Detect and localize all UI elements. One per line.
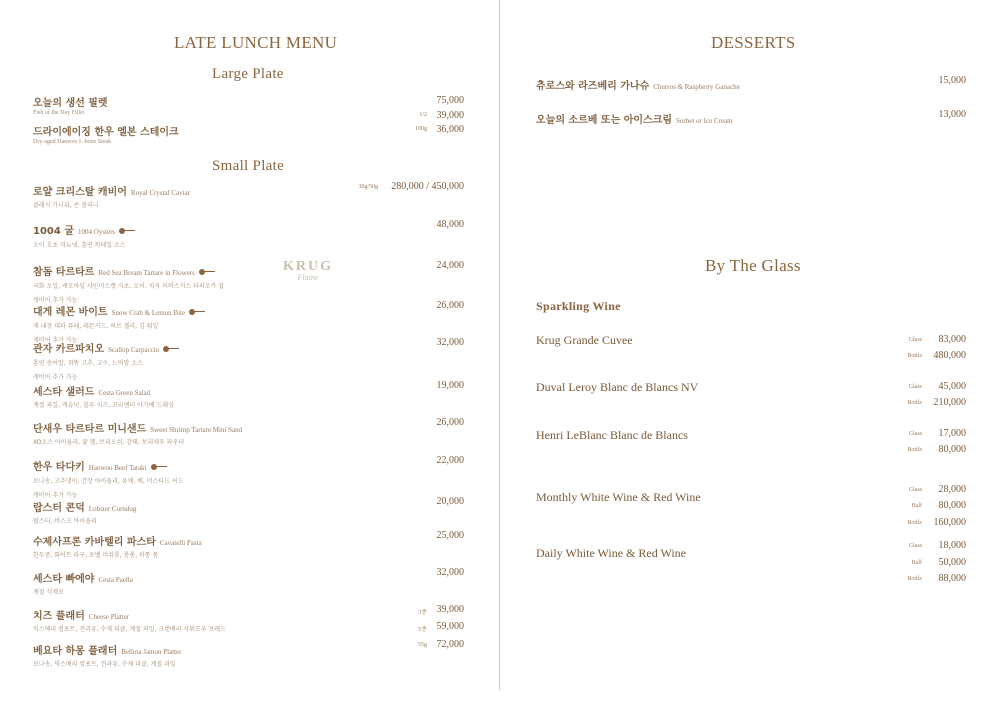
menu-item: 1004 굴 1004 Oysters 오이 호초 미뇨넷, 훈연 칵테일 소스	[33, 219, 135, 249]
wine-price: 17,000	[938, 428, 966, 439]
wine-price: 210,000	[933, 397, 966, 408]
wine-price: 80,000	[938, 444, 966, 455]
menu-price: 59,000	[436, 621, 464, 632]
wine-price: 160,000	[933, 517, 966, 528]
wine-unit: Bottle	[907, 400, 922, 406]
menu-item: 한우 타다키 Hanwoo Beef Tataki 로나송, 고추냉이, 간장 아이올리, 유채, 배, 머스타드 씨드 캐비어 추가 가능	[33, 455, 183, 499]
menu-price: 15,000	[938, 75, 966, 86]
menu-item: 츄로스와 라즈베리 가나슈 Churros & Raspberry Ganache	[536, 81, 740, 92]
menu-unit: 1/2	[419, 112, 427, 118]
caviar-spoon-icon	[119, 220, 135, 239]
krug-watermark-logo: KRUG Flaine	[283, 259, 333, 282]
menu-item: 관자 카르파치오 Scallop Carpaccio 훈연 송어알, 쥐똥 고추, 고수, 느억맘 소스 캐비어 추가 가능	[33, 337, 179, 381]
wine-unit: Glass	[908, 384, 922, 390]
wine-unit: Glass	[908, 487, 922, 493]
wine-unit: Glass	[908, 431, 922, 437]
menu-item: 오늘의 생선 필렛 Fish of the Day Fillet	[33, 98, 108, 116]
wine-price: 88,000	[938, 573, 966, 584]
wine-unit: Half	[911, 503, 922, 509]
menu-price: 24,000	[436, 260, 464, 271]
late-lunch-title: LATE LUNCH MENU	[174, 33, 338, 52]
menu-price: 39,000	[436, 604, 464, 615]
wine-price: 28,000	[938, 484, 966, 495]
menu-unit: 100g	[415, 126, 427, 132]
large-plate-heading: Large Plate	[212, 66, 284, 82]
wine-name: Daily White Wine & Red Wine	[536, 546, 687, 560]
wine-unit: Glass	[908, 337, 922, 343]
by-the-glass-title: By The Glass	[705, 256, 801, 275]
menu-price: 72,000	[436, 639, 464, 650]
menu-price: 32,000	[436, 337, 464, 348]
caviar-spoon-icon	[189, 301, 205, 320]
menu-item: 드라이에이징 한우 엘본 스테이크 Dry-aged Hanwoo L-bone Steak	[33, 127, 179, 145]
menu-item: 로얄 크리스탈 캐비어 Royal Crystal Caviar 클래식 가니쉬, 콘 블리니	[33, 187, 191, 209]
menu-item: 수제사프론 카바텔리 파스타 Cavatelli Pasta 한두중, 화이트 라구, 포벨 머쉬룸, 롱롱, 하통 품	[33, 537, 202, 559]
menu-unit: 3종	[418, 610, 427, 616]
menu-unit: 30g/50g	[358, 184, 378, 190]
small-plate-heading: Small Plate	[212, 158, 285, 174]
menu-item: 참돔 타르타르 Red Sea Bream Tartare in Flowers 국화 오일, 캐모마일 샤인머스캣 식초, 오이, 치자 히비스커스 타피오카 칩 캐비어 추가 가능	[33, 260, 224, 304]
wine-price: 18,000	[938, 540, 966, 551]
menu-price: 75,000	[436, 95, 464, 106]
menu-item: 단새우 타르타르 미니샌드 Sweet Shrimp Tartare Mini Sand XO소스 아이올리, 귤 젤, 브리오쉬, 감태, 보리새우 파우더	[33, 424, 243, 446]
menu-item: 베요타 하몽 플래터 Bellota Jamon Platter 로나송, 믹스베리 컴포트, 견과류, 수제 피클, 계절 과일	[33, 646, 182, 668]
menu-price: 39,000	[436, 110, 464, 121]
wine-price: 50,000	[938, 557, 966, 568]
wine-price: 45,000	[938, 381, 966, 392]
wine-name: Krug Grande Cuvee	[536, 333, 633, 347]
wine-unit: Bottle	[907, 576, 922, 582]
menu-price: 32,000	[436, 567, 464, 578]
menu-item: 대게 레몬 바이트 Snow Crab & Lemon Bite 게 내장 대파 퓨레, 레몬커드, 허브 젤리, 김 튀일 캐비어 추가 가능	[33, 300, 205, 344]
wine-name: Monthly White Wine & Red Wine	[536, 490, 701, 504]
menu-unit: 55g	[418, 642, 427, 648]
menu-item: 랍스터 콘덕 Lobster Corndog 랍스터, 비스크 아이올리	[33, 503, 137, 525]
menu-price: 36,000	[436, 124, 464, 135]
wine-name: Duval Leroy Blanc de Blancs NV	[536, 380, 699, 394]
wine-unit: Glass	[908, 543, 922, 549]
menu-item: 세스타 빠에야 Cesta Paella 계절 식재료	[33, 574, 133, 596]
menu-price: 22,000	[436, 455, 464, 466]
caviar-spoon-icon	[163, 338, 179, 357]
wine-unit: Half	[911, 560, 922, 566]
menu-price: 19,000	[436, 380, 464, 391]
desserts-title: DESSERTS	[711, 33, 796, 52]
menu-price: 13,000	[938, 109, 966, 120]
wine-unit: Bottle	[907, 447, 922, 453]
wine-price: 480,000	[933, 350, 966, 361]
wine-unit: Bottle	[907, 353, 922, 359]
menu-item: 오늘의 소르베 또는 아이스크림 Sorbet or Ice Cream	[536, 115, 733, 126]
page-divider	[499, 0, 500, 690]
menu-price: 26,000	[436, 417, 464, 428]
sparkling-wine-heading: Sparkling Wine	[536, 299, 621, 313]
caviar-spoon-icon	[199, 261, 215, 280]
wine-price: 80,000	[938, 500, 966, 511]
menu-unit: 5종	[418, 627, 427, 633]
wine-unit: Bottle	[907, 520, 922, 526]
menu-price: 25,000	[436, 530, 464, 541]
menu-price: 20,000	[436, 496, 464, 507]
caviar-spoon-icon	[151, 456, 167, 475]
menu-item: 세스타 샐러드 Cesta Green Salad 계절 과일, 캐슈넛, 블루 치즈, 코리앤더 아가베 드레싱	[33, 387, 174, 409]
menu-price: 280,000 / 450,000	[391, 181, 464, 192]
wine-name: Henri LeBlanc Blanc de Blancs	[536, 428, 688, 442]
menu-item: 치즈 플래터 Cheese Platter 믹스베리 컴포트, 견과류, 수제 피클, 계절 과일, 크랜베리 사워도우 브레드	[33, 611, 226, 633]
menu-price: 26,000	[436, 300, 464, 311]
wine-price: 83,000	[938, 334, 966, 345]
menu-price: 48,000	[436, 219, 464, 230]
